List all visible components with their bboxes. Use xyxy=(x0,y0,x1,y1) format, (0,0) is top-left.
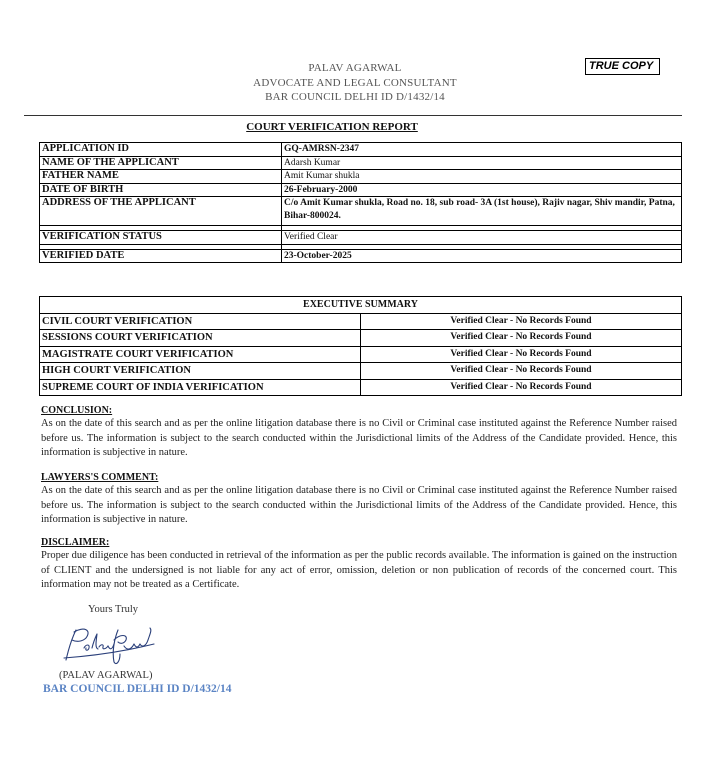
verification-status-value: Verified Clear xyxy=(282,231,682,245)
father-name-value: Amit Kumar shukla xyxy=(282,170,682,184)
lawyers-comment-heading: LAWYERS'S COMMENT: xyxy=(41,472,159,483)
advocate-role: ADVOCATE AND LEGAL CONSULTANT xyxy=(253,76,457,89)
executive-summary-table xyxy=(39,296,682,396)
applicant-name-value: Adarsh Kumar xyxy=(282,156,682,170)
high-court-label: HIGH COURT VERIFICATION xyxy=(40,363,361,380)
high-court-value: Verified Clear - No Records Found xyxy=(361,363,682,380)
lawyers-comment-section xyxy=(41,472,677,528)
verified-date-label: VERIFIED DATE xyxy=(40,249,282,263)
table-row xyxy=(40,156,682,170)
conclusion-heading: CONCLUSION: xyxy=(41,405,113,416)
verified-date-value: 23-October-2025 xyxy=(282,249,682,263)
table-row xyxy=(40,297,682,314)
supreme-court-label: SUPREME COURT OF INDIA VERIFICATION xyxy=(40,379,361,396)
header-divider xyxy=(24,115,682,116)
disclaimer-section xyxy=(41,537,677,593)
address-value: C/o Amit Kumar shukla, Road no. 18, sub road- 3A (1st house), Rajiv nagar, Shiv mandir, Patna, Bihar-800024. xyxy=(282,197,682,226)
signatory-name: (PALAV AGARWAL) xyxy=(59,670,153,681)
table-row xyxy=(40,143,682,157)
civil-court-value: Verified Clear - No Records Found xyxy=(361,313,682,330)
address-label: ADDRESS OF THE APPLICANT xyxy=(40,197,282,226)
yours-truly: Yours Truly xyxy=(88,604,139,615)
application-id-value: GQ-AMRSN-2347 xyxy=(282,143,682,157)
lawyers-comment-text: As on the date of this search and as per the online litigation database there is no Civil or Criminal case instituted against the Reference Number raised before us. The information is subject to the search conducted within the Jurisdictional limits of the Address of the Candidate provided. Hence, this information is subjective in nature. xyxy=(41,485,677,525)
civil-court-label: CIVIL COURT VERIFICATION xyxy=(40,313,361,330)
table-row xyxy=(40,249,682,263)
applicant-name-label: NAME OF THE APPLICANT xyxy=(40,156,282,170)
table-row xyxy=(40,379,682,396)
table-row xyxy=(40,170,682,184)
supreme-court-value: Verified Clear - No Records Found xyxy=(361,379,682,396)
table-row xyxy=(40,363,682,380)
disclaimer-text: Proper due diligence has been conducted in retrieval of the information as per the public records available. The information is gained on the instruction of CLIENT and the undersigned is not liable for any act of error, omission, deletion or non publication of records of the concerned court. This information may not be treated as a Certificate. xyxy=(41,550,677,590)
advocate-name: PALAV AGARWAL xyxy=(308,62,402,74)
letterhead xyxy=(0,61,702,105)
magistrate-court-label: MAGISTRATE COURT VERIFICATION xyxy=(40,346,361,363)
date-of-birth-label: DATE OF BIRTH xyxy=(40,183,282,197)
sessions-court-label: SESSIONS COURT VERIFICATION xyxy=(40,330,361,347)
report-title: COURT VERIFICATION REPORT xyxy=(246,121,418,133)
table-row xyxy=(40,346,682,363)
table-row xyxy=(40,330,682,347)
table-row xyxy=(40,183,682,197)
conclusion-section xyxy=(41,405,677,461)
magistrate-court-value: Verified Clear - No Records Found xyxy=(361,346,682,363)
table-row xyxy=(40,231,682,245)
conclusion-text: As on the date of this search and as per the online litigation database there is no Civil or Criminal case instituted against the Reference Number raised before us. The information is subject to the search conducted within the Jurisdictional limits of the Address of the Candidate provided. Hence, this information is subjective in nature. xyxy=(41,418,677,458)
advocate-bar-council-id: BAR COUNCIL DELHI ID D/1432/14 xyxy=(265,91,445,103)
executive-summary-title: EXECUTIVE SUMMARY xyxy=(40,297,682,314)
signature-icon xyxy=(62,622,158,666)
applicant-details-table xyxy=(39,142,682,263)
application-id-label: APPLICATION ID xyxy=(40,143,282,157)
verification-status-label: VERIFICATION STATUS xyxy=(40,231,282,245)
table-row xyxy=(40,197,682,226)
date-of-birth-value: 26-February-2000 xyxy=(282,183,682,197)
father-name-label: FATHER NAME xyxy=(40,170,282,184)
table-row xyxy=(40,313,682,330)
disclaimer-heading: DISCLAIMER: xyxy=(41,537,110,548)
true-copy-stamp: TRUE COPY xyxy=(585,58,660,75)
signatory-bar-council-id: BAR COUNCIL DELHI ID D/1432/14 xyxy=(43,683,232,695)
sessions-court-value: Verified Clear - No Records Found xyxy=(361,330,682,347)
